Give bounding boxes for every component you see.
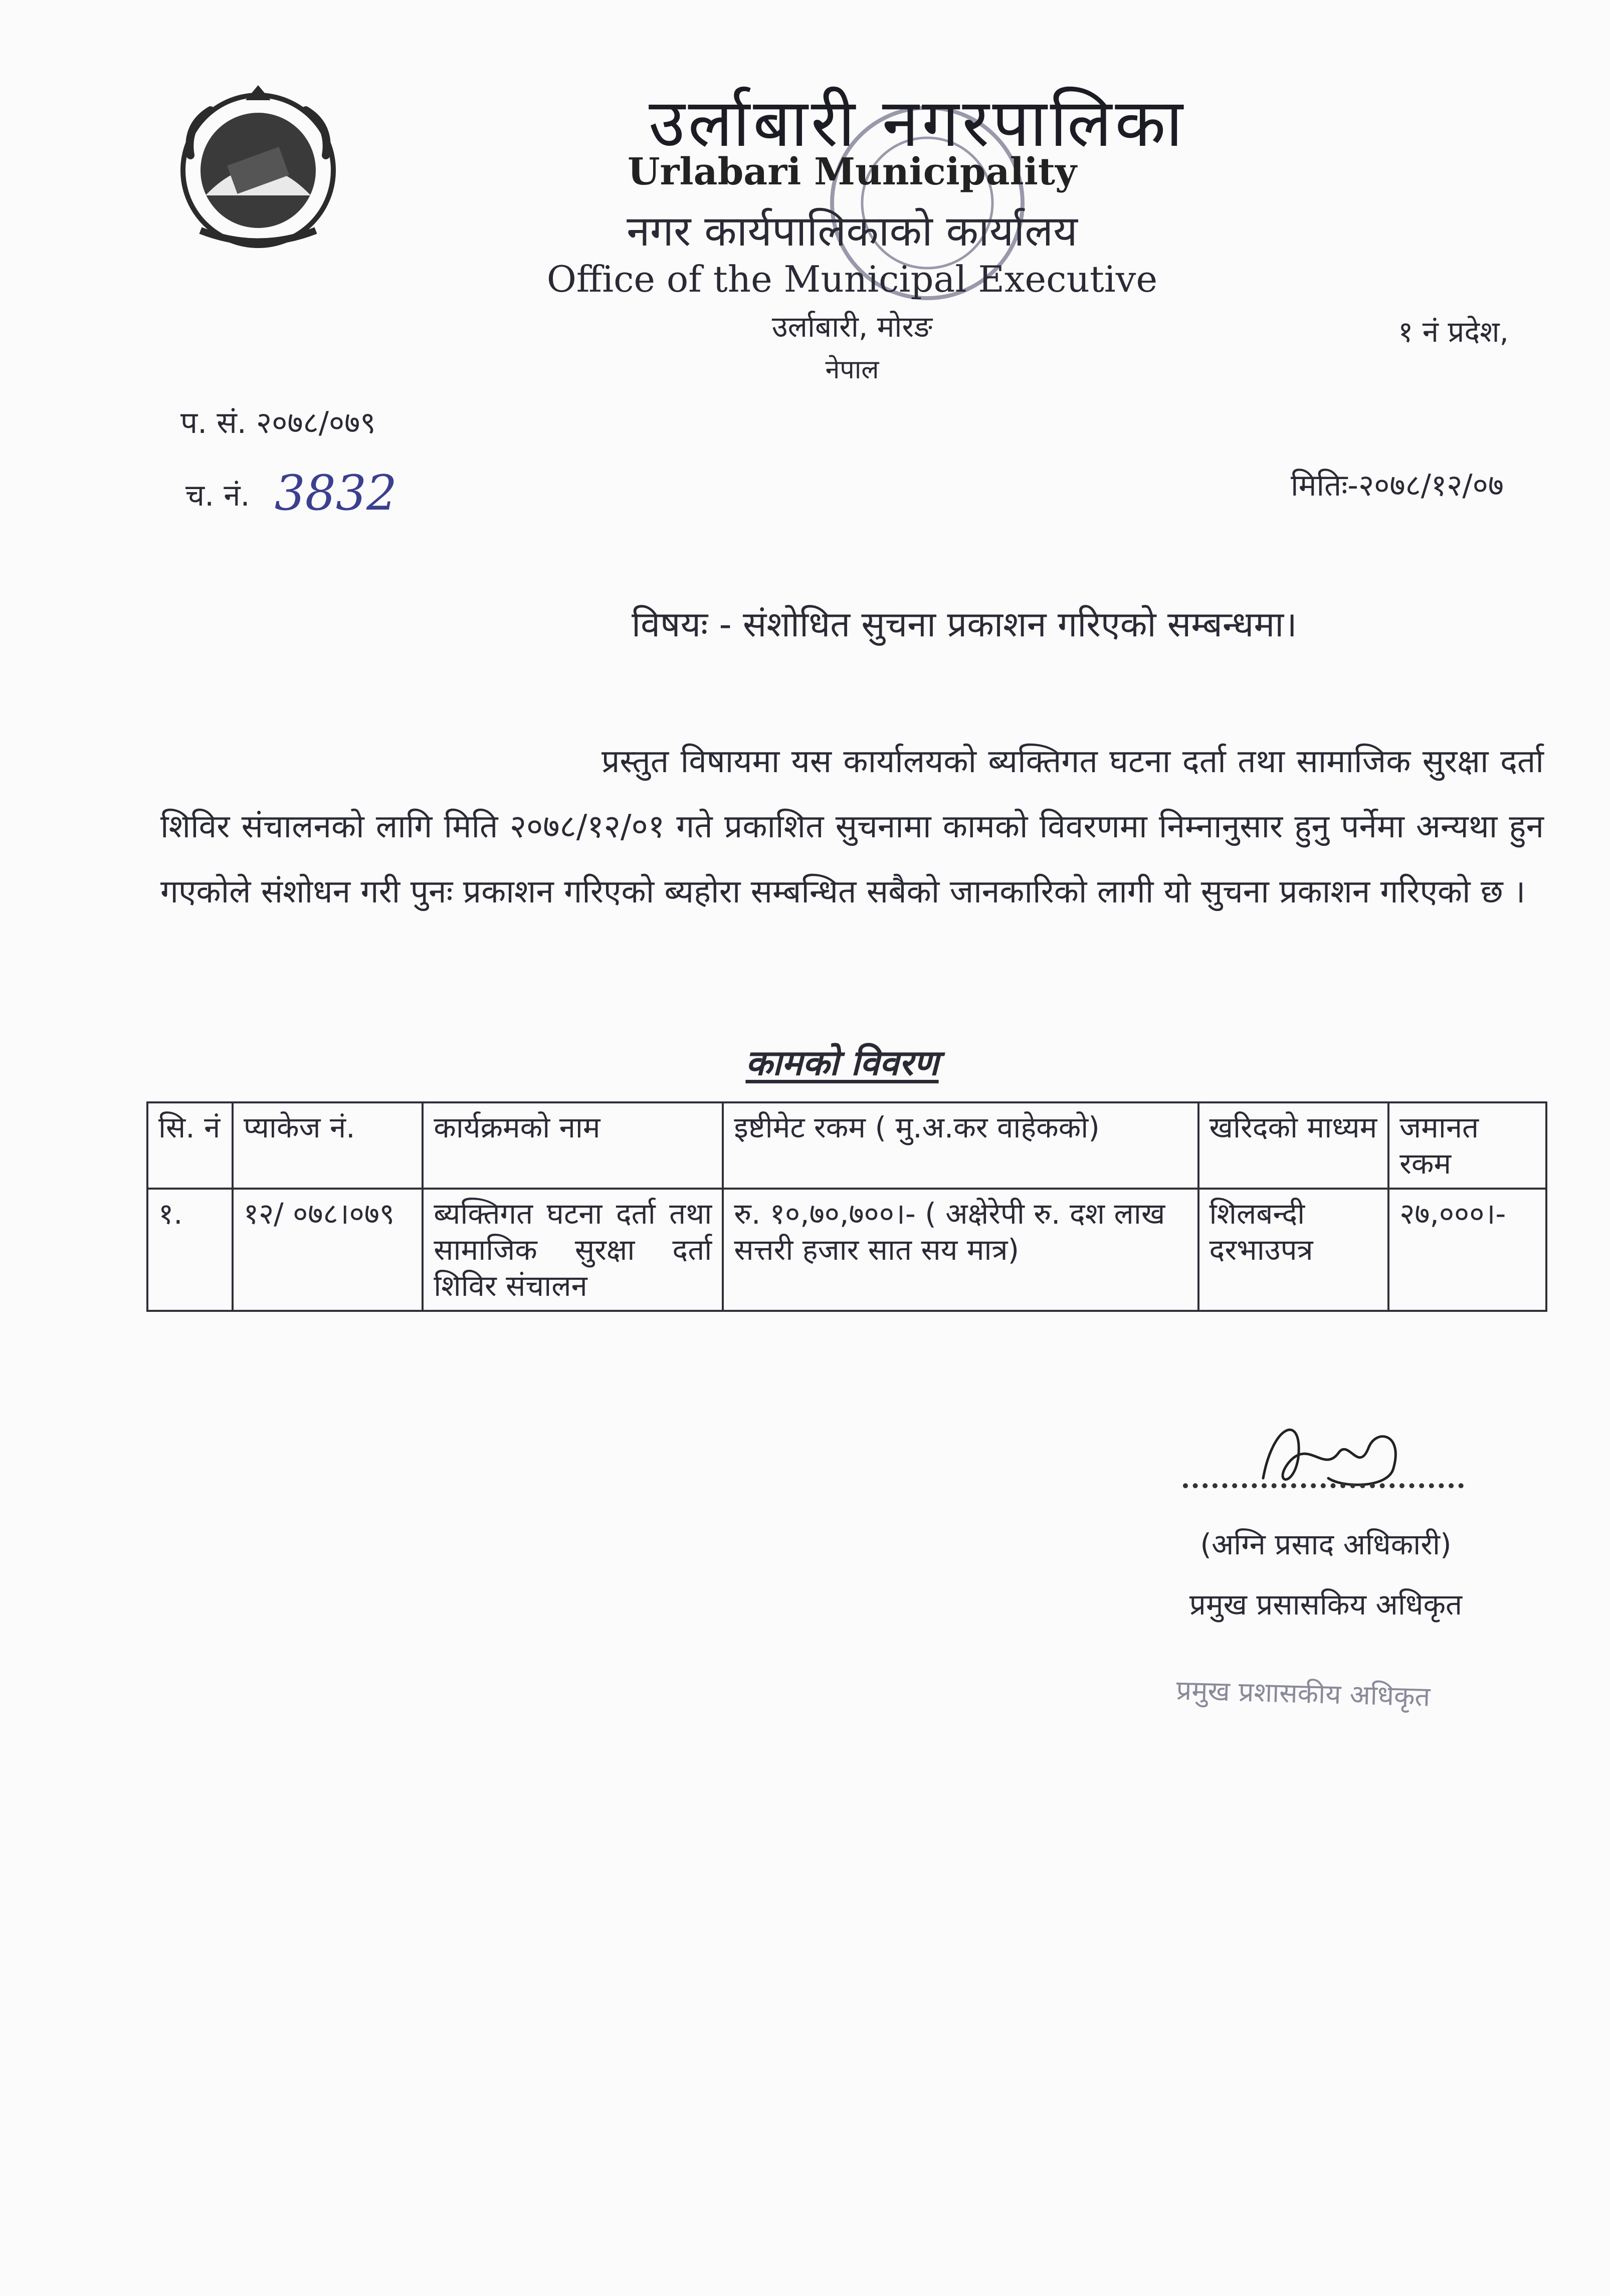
- signatory-name: (अग्नि प्रसाद अधिकारी): [1200, 1527, 1452, 1561]
- country: नेपाल: [825, 355, 879, 385]
- signature-icon: [1243, 1403, 1414, 1503]
- table-title: कामको विवरण: [745, 1042, 939, 1083]
- dispatch-number: [185, 461, 397, 521]
- letter-body-text: प्रस्तुत विषायमा यस कार्यालयको ब्यक्तिगत घटना दर्ता तथा सामाजिक सुरक्षा दर्ता शिविर संचालनको लागि मिति २०७८/१२/०१ गते प्रकाशित सुचनामा कामको विवरणमा निम्नानुसार हुनु पर्नेमा अन्यथा हुन गएकोले संशोधन गरी पुनः प्रकाशन गरिएको ब्यहोरा सम्बन्धित सबैको जानकारिको लागी यो सुचना प्रकाशन गरिएको छ ।: [160, 743, 1544, 910]
- letter-body: [160, 729, 1544, 925]
- designation-stamp: प्रमुख प्रशासकीय अधिकृत: [1175, 1674, 1431, 1713]
- municipality-name-nepali: उर्लाबारी नगरपालिका: [649, 85, 1186, 162]
- table-header-cell: इष्टीमेट रकम ( मु.अ.कर वाहेकको): [723, 1102, 1198, 1189]
- table-cell: २७,०००।-: [1388, 1189, 1546, 1311]
- table-header-cell: प्याकेज नं.: [233, 1102, 423, 1189]
- table-header-row: [147, 1102, 1546, 1189]
- signatory-designation: प्रमुख प्रसासकिय अधिकृत: [1189, 1587, 1463, 1622]
- table-cell: रु. १०,७०,७००।- ( अक्षेरेपी रु. दश लाख सत्तरी हजार सात सय मात्र): [723, 1189, 1198, 1311]
- province: १ नं प्रदेश,: [1398, 315, 1509, 349]
- dispatch-label: च. नं.: [185, 478, 250, 513]
- dispatch-number-value: 3832: [274, 465, 397, 521]
- office-name-nepali: नगर कार्यपालिकाको कार्यालय: [627, 206, 1078, 256]
- table-cell: १२/ ०७८।०७९: [233, 1189, 423, 1311]
- signature-line: [1183, 1483, 1464, 1488]
- fiscal-year: प. सं. २०७८/०७९: [180, 405, 376, 440]
- table-header-cell: खरिदको माध्यम: [1198, 1102, 1389, 1189]
- letter-subject: विषयः - संशोधित सुचना प्रकाशन गरिएको सम्बन्धमा।: [632, 604, 1297, 645]
- table-row: [147, 1189, 1546, 1311]
- work-details-table: [146, 1101, 1547, 1312]
- office-address: उर्लाबारी, मोरङ: [771, 310, 933, 344]
- table-cell: शिलबन्दी दरभाउपत्र: [1198, 1189, 1389, 1311]
- table-header-cell: सि. नं: [147, 1102, 233, 1189]
- table-cell: ब्यक्तिगत घटना दर्ता तथा सामाजिक सुरक्षा दर्ता शिविर संचालन: [423, 1189, 723, 1311]
- table-header-cell: कार्यक्रमको नाम: [423, 1102, 723, 1189]
- municipality-name-english: Urlabari Municipality: [627, 150, 1077, 193]
- table-cell: १.: [147, 1189, 233, 1311]
- government-emblem-icon: [170, 80, 346, 261]
- table-header-cell: जमानत रकम: [1388, 1102, 1546, 1189]
- office-name-english: Office of the Municipal Executive: [546, 258, 1158, 300]
- letter-date: मितिः-२०७८/१२/०७: [1291, 468, 1504, 503]
